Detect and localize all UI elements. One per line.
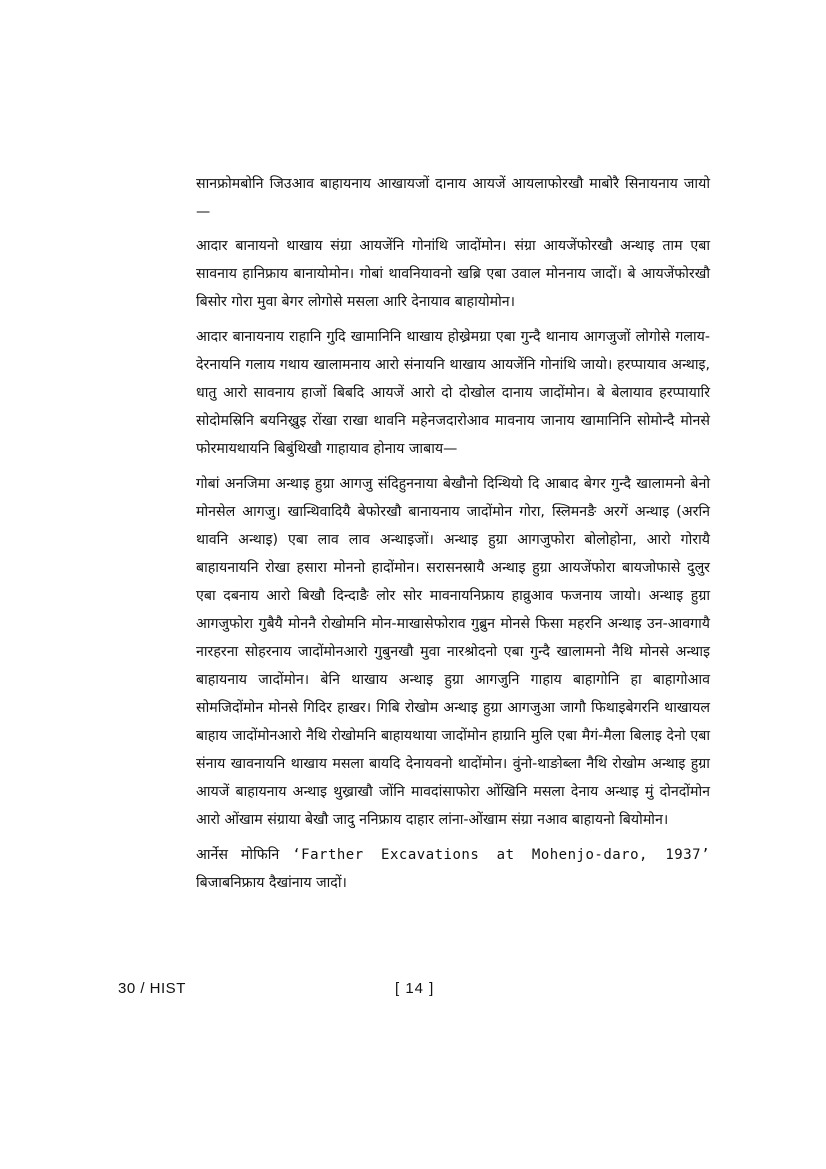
paragraph-quoted-excerpt: गोबां अनजिमा अन्थाइ हुग्रा आगजु संदिहुननाया बेखौनो दिन्थियो दि आबाद बेगर गुन्दै खालामनो बेनो मोनसेल आगजु। खान्थिवादियै बेफोरखौ बानायनाय जादोंमोन गोरा, स्लिमनङै अरगें अन्थाइ (अरनि थावनि अन्थाइ) एबा लाव लाव अन्थाइजों। अन्थाइ हुग्रा आगजुफोरा बोलोहोना, आरो गोरायै बाहायनायनि रोखा हसारा मोननो हादोंमोन। सरासनस्रायै अन्थाइ हुग्रा आयजेंफोरा बायजोफासे दुलुर एबा दबनाय आरो बिखौ दिन्दाङै लोर सोर मावनायनिफ्राय हाव्रुआव फजनाय जायो। अन्थाइ हुग्रा आगजुफोरा गुबैयै मोननै रोखोमनि मोन-माखासेफोराव गुब्रुन मोनसे फिसा महरनि अन्थाइ उन-आवगायै नारहरना सोहरनाय जादोंमोनआरो गुबुनखौ मुवा नारश्रोदनो एबा गुन्दै खालामनो नैथि मोनसे अन्थाइ बाहायनाय जादोंमोन। बेनि थाखाय अन्थाइ हुग्रा आगजुनि गाहाय बाहागोनि हा बाहागोआव सोमजिदोंमोन मोनसे गिदिर हाखर। गिबि रोखोम अन्थाइ हुग्रा आगजुआ जागौ फिथाइबेगरनि थाखायल बाहाय जादोंमोनआरो नैथि रोखोमनि बाहायथाया जादोंमोन हाग्रानि मुलि एबा मैगं-मैला बिलाइ देनो एबा संनाय खावनायनि थाखाय मसला बायदि देनायवनो थादोंमोन। वुंनो-थाङोब्ला नैथि रोखोम अन्थाइ हुग्रा आयजें बाहायनाय अन्थाइ थुख्राखौ जोंनि मावदांसाफोरा ओंखिनि मसला देनाय अन्थाइ मुं दोनदोंमोन आरो ओंखाम संग्राया बेखौ जादु ननिफ्राय दाहार लांना-ओंखाम संग्रा नआव बाहायनो बियोमोन। bbox=[196, 476, 710, 828]
citation bbox=[196, 841, 710, 897]
paragraph-grinders: आदार बानायनो थाखाय संग्रा आयजेंनि गोनांथि जादोंमोन। संग्रा आयजेंफोरखौ अन्थाइ ताम एबा सावनाय हानिफ्राय बानायोमोन। गोबां थावनियावनो खब्रि एबा उवाल मोननाय जादों। बे आयजेंफोरखौ बिसोर गोरा मुवा बेगर लोगोसे मसला आरि देनायाव बाहायोमोन। bbox=[196, 238, 710, 310]
citation-suffix: बिजाबनिफ्राय दैखांनाय जादों। bbox=[196, 875, 347, 891]
footer-page-number: [ 14 ] bbox=[395, 980, 435, 997]
paragraph-fire-pits: आदार बानायनाय राहानि गुदि खामानिनि थाखाय होख्रेमग्रा एबा गुन्दै थानाय आगजुजों लोगोसे गलाय-देरनायनि गलाय गथाय खालामनाय आरो संनायनि थाखाय आयजेंनि गोनांथि जायो। हरप्पायाव अन्थाइ, धातु आरो सावनाय हाजों बिबदि आयजें आरो दो दोखोल दानाय जादोंमोन। बे बेलायाव हरप्पायारि सोदोमस्रिनि बयनिख्रुइ रोंखा राखा थावनि महेनजदारोआव मावनाय जानाय खामानिनि सोमोन्दै मोनसे फोरमायथायनि बिबुंथिखौ गाहायाव होनाय जाबाय— bbox=[196, 329, 710, 457]
intro-paragraph: सानफ्रोमबोनि जिउआव बाहायनाय आखायजों दानाय आयजें आयलाफोरखौ माबोरै सिनायनाय जायो— bbox=[196, 176, 710, 220]
footer-paper-code: 30 / HIST bbox=[118, 980, 186, 997]
citation-title: ‘Farther Excavations at Mohenjo-daro, 1937’ bbox=[292, 847, 711, 863]
citation-prefix: आर्नेस मोफिनि bbox=[196, 847, 280, 863]
document-body bbox=[196, 170, 710, 904]
